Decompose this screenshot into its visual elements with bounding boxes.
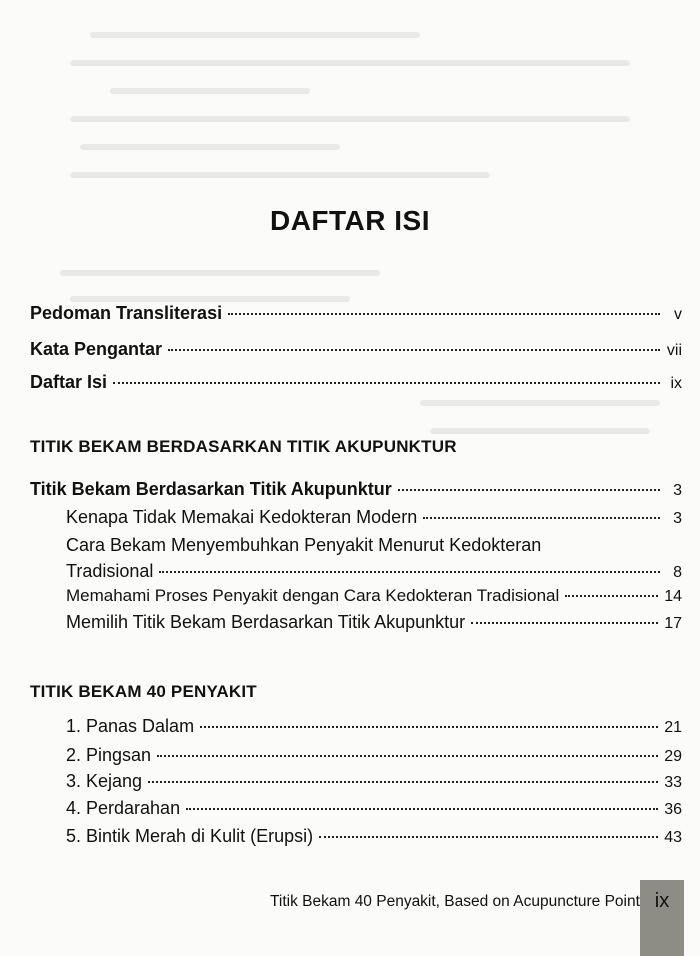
toc-entry-label: Titik Bekam Berdasarkan Titik Akupunktur <box>30 479 392 499</box>
dot-leader <box>319 836 658 838</box>
dot-leader <box>148 781 658 783</box>
toc-subentry[interactable] <box>66 826 682 847</box>
dot-leader <box>200 726 658 728</box>
toc-entry-page: 3 <box>673 482 682 499</box>
toc-subentry[interactable] <box>66 716 682 737</box>
toc-entry-page: 43 <box>664 829 682 846</box>
section-heading: TITIK BEKAM BERDASARKAN TITIK AKUPUNKTUR <box>30 437 457 456</box>
dot-leader <box>186 808 658 810</box>
toc-entry-page: 14 <box>664 588 682 605</box>
page-title: DAFTAR ISI <box>269 205 431 236</box>
toc-entry-transliteration[interactable] <box>30 303 682 324</box>
toc-entry-label-line1[interactable]: Cara Bekam Menyembuhkan Penyakit Menurut Kedokteran <box>66 535 542 555</box>
toc-entry-label: 5. Bintik Merah di Kulit (Erupsi) <box>66 826 314 846</box>
dot-leader <box>471 622 658 624</box>
toc-entry-label: 2. Pingsan <box>66 745 152 765</box>
dot-leader <box>157 755 658 757</box>
toc-entry-label: 3. Kejang <box>66 771 143 791</box>
toc-subentry[interactable] <box>66 561 682 582</box>
dot-leader <box>113 382 660 384</box>
toc-entry-label: 4. Perdarahan <box>66 798 181 818</box>
toc-subentry[interactable] <box>66 586 682 606</box>
toc-entry-label: Kenapa Tidak Memakai Kedokteran Modern <box>66 507 418 527</box>
dot-leader <box>565 595 658 597</box>
dot-leader <box>159 571 660 573</box>
toc-subentry[interactable] <box>66 745 682 766</box>
toc-subentry[interactable] <box>66 612 682 633</box>
toc-entry-label: Pedoman Transliterasi <box>30 303 223 323</box>
toc-entry-page: 29 <box>664 748 682 765</box>
toc-entry-table-of-contents[interactable] <box>30 372 682 393</box>
toc-entry-page: 33 <box>664 774 682 791</box>
toc-subentry[interactable] <box>66 771 682 792</box>
toc-entry-page: 36 <box>664 801 682 818</box>
toc-entry-foreword[interactable] <box>30 339 682 360</box>
running-footer-title: Titik Bekam 40 Penyakit, Based on Acupuncture Point <box>270 893 640 910</box>
dot-leader <box>398 489 660 491</box>
dot-leader <box>168 349 660 351</box>
toc-entry-page: 8 <box>673 564 682 581</box>
toc-entry-label: Kata Pengantar <box>30 339 163 359</box>
toc-entry-page: 3 <box>673 510 682 527</box>
toc-chapter-entry[interactable] <box>30 479 682 500</box>
toc-entry-page: ix <box>670 375 682 392</box>
toc-entry-label: 1. Panas Dalam <box>66 716 195 736</box>
toc-subentry[interactable] <box>66 798 682 819</box>
page-number-tab <box>640 880 684 956</box>
toc-entry-label-line2: Tradisional <box>66 561 154 581</box>
toc-entry-label: Memahami Proses Penyakit dengan Cara Kedokteran Tradisional <box>66 586 560 605</box>
toc-entry-page: 17 <box>664 615 682 632</box>
dot-leader <box>228 313 660 315</box>
page-number: ix <box>654 890 670 912</box>
toc-entry-page: v <box>674 306 682 323</box>
dot-leader <box>423 517 660 519</box>
toc-entry-label: Memilih Titik Bekam Berdasarkan Titik Akupunktur <box>66 612 466 632</box>
section-heading: TITIK BEKAM 40 PENYAKIT <box>30 682 257 701</box>
toc-subentry[interactable] <box>66 507 682 528</box>
toc-entry-page: vii <box>666 342 682 359</box>
toc-entry-label: Daftar Isi <box>30 372 108 392</box>
toc-entry-page: 21 <box>664 719 682 736</box>
